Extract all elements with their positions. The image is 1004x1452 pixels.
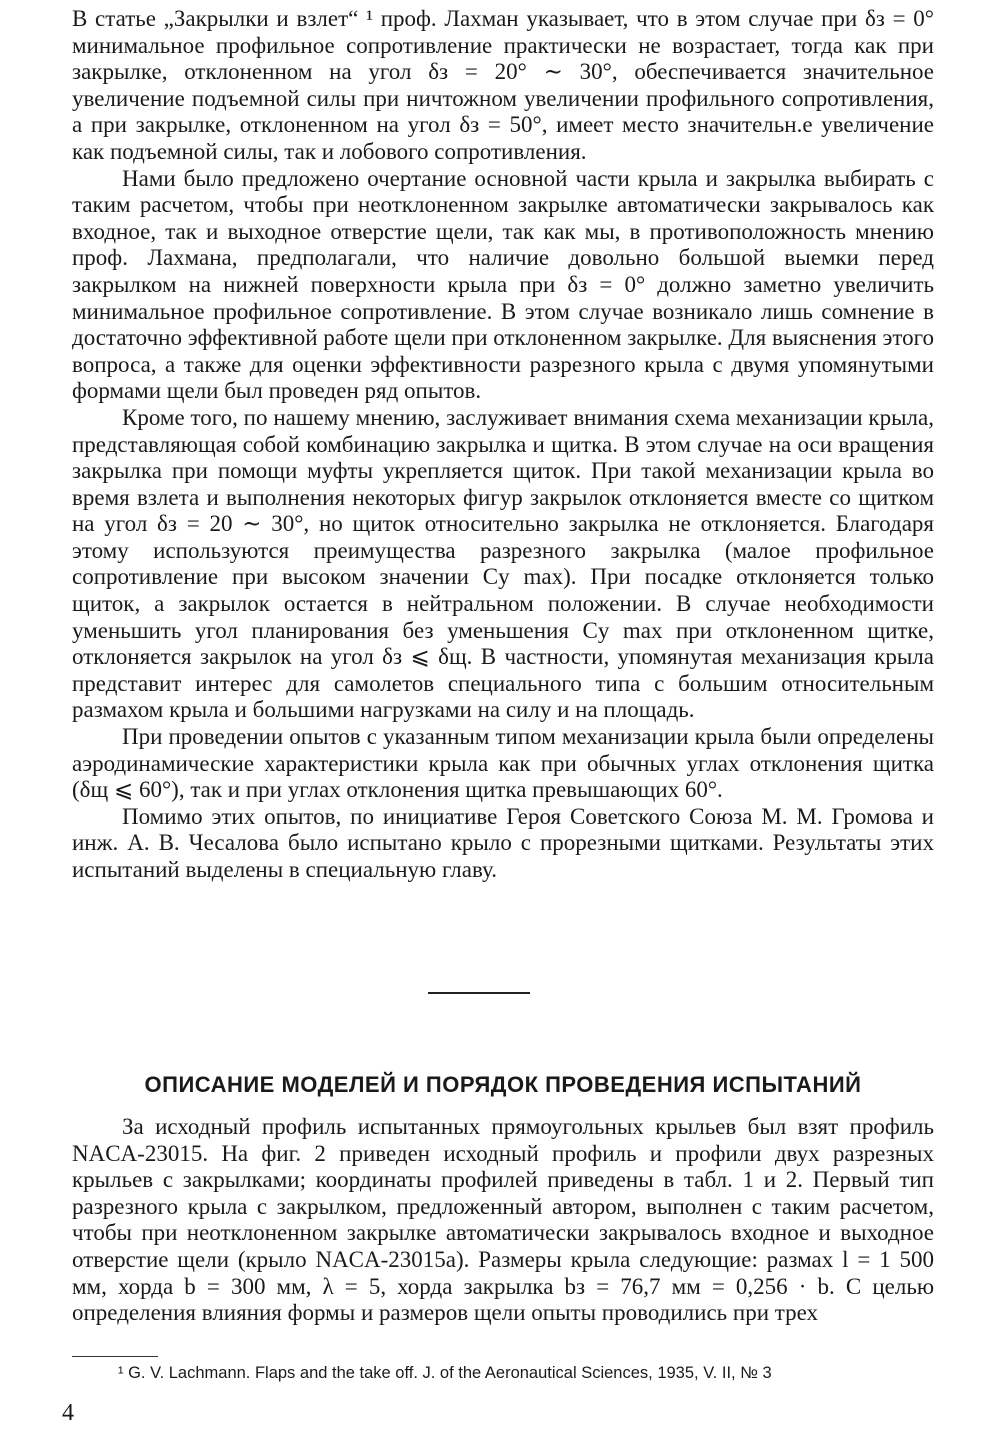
paragraph-4: При проведении опытов с указанным типом механизации крыла были определены аэродинамические характеристики крыла как при обычных углах отклонения щитка (δщ ⩽ 60°), так и при углах отклонения щитка превышающих 60°. <box>72 724 934 803</box>
paragraph-1: В статье „Закрылки и взлет“ ¹ проф. Лахман указывает, что в этом случае при δз = 0° минимальное профильное сопротивление практически не возрастает, тогда как при закрылке, отклоненном на угол δз = 20° ∼ 30°, обеспечивается значительное увеличение подъемной силы при ничтожном увеличении профильного сопротивления, а при закрылке, отклоненном на угол δз = 50°, имеет место значительн.е увеличение как подъемной силы, так и лобового сопротивления. <box>72 6 934 164</box>
paragraph-5: Помимо этих опытов, по инициативе Героя Советского Союза М. М. Громова и инж. А. В. Чесалова было испытано крыло с прорезными щитками. Результаты этих испытаний выделены в специальную главу. <box>72 803 934 882</box>
footnote-rule <box>72 1356 158 1357</box>
paragraph-3: Кроме того, по нашему мнению, заслуживает внимания схема механизации крыла, представляющая собой комбинацию закрылка и щитка. В этом случае на оси вращения закрылка при помощи муфты укрепляется щиток. При такой механизации крыла во время взлета и выполнения некоторых фигур закрылок отклоняется вместе со щитком на угол δз = 20 ∼ 30°, но щиток относительно закрылка не отклоняется. Благодаря этому используются преимущества разрезного закрылка (малое профильное сопротивление при высоком значении Cy max). При посадке отклоняется только щиток, а закрылок остается в нейтральном положении. В случае необходимости уменьшить угол планирования без уменьшения Cy max при отклоненном щитке, отклоняется закрылок на угол δз ⩽ δщ. В частности, упомянутая механизация крыла представит интерес для самолетов специального типа с большим относительным размахом крыла и большими нагрузками на силу и на площадь. <box>72 404 934 723</box>
section-divider <box>428 992 530 994</box>
body-text-top <box>72 6 934 884</box>
footnote: ¹ G. V. Lachmann. Flaps and the take off. J. of the Aeronautical Sciences, 1935, V. II, № 3 <box>118 1364 772 1382</box>
body-text-section <box>72 1114 934 1327</box>
section-heading: ОПИСАНИЕ МОДЕЛЕЙ И ПОРЯДОК ПРОВЕДЕНИЯ ИСПЫТАНИЙ <box>144 1072 862 1097</box>
section-paragraph: За исходный профиль испытанных прямоугольных крыльев был взят профиль NACA-23015. На фиг. 2 приведен исходный профиль и профили двух разрезных крыльев с закрылками; координаты профилей приведены в табл. 1 и 2. Первый тип разрезного крыла с закрылком, предложенный автором, выполнен с таким расчетом, чтобы при неотклоненном закрылке автоматически закрывалось входное и выходное отверстие щели (крыло NACA-23015а). Размеры крыла следующие: размах l = 1 500 мм, хорда b = 300 мм, λ = 5, хорда закрылка bз = 76,7 мм = 0,256 · b. С целью определения влияния формы и размеров щели опыты проводились при трех <box>72 1114 934 1326</box>
paragraph-2: Нами было предложено очертание основной части крыла и закрылка выбирать с таким расчетом, чтобы при неотклоненном закрылке автоматически закрывалось как входное, так и выходное отверстие щели, так как мы, в противоположность мнению проф. Лахмана, предполагали, что наличие довольно большой выемки перед закрылком на нижней поверхности крыла при δз = 0° должно заметно увеличить минимальное профильное сопротивление. В этом случае возникало лишь сомнение в достаточно эффективной работе щели при отклоненном закрылке. Для выяснения этого вопроса, а также для оценки эффективности разрезного крыла с двумя упомянутыми формами щели был проведен ряд опытов. <box>72 165 934 404</box>
page-number: 4 <box>62 1400 74 1426</box>
